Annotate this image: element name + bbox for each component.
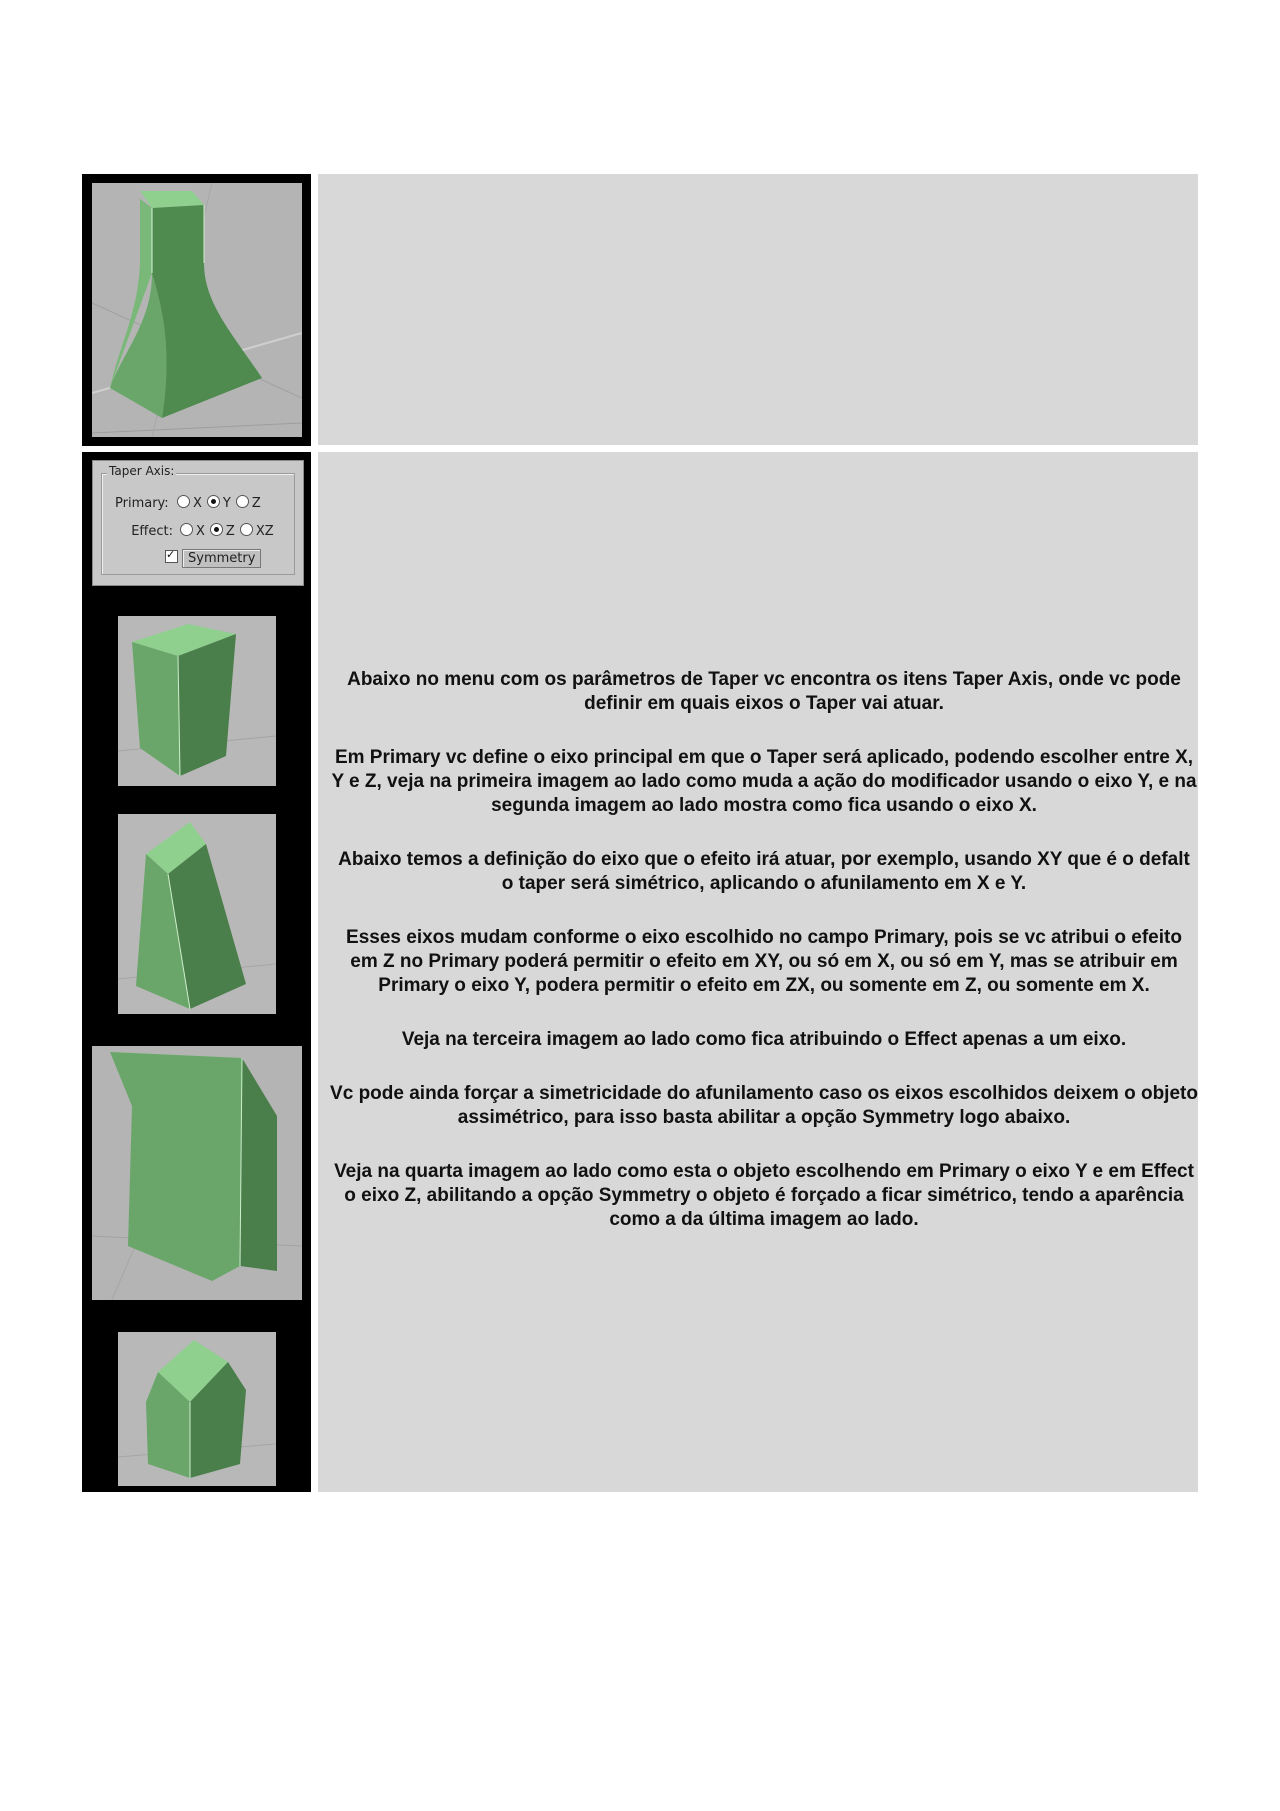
primary-x-radio[interactable]: [177, 495, 190, 508]
primary-x-label: X: [193, 496, 202, 511]
taper-symmetry-image: [118, 1332, 276, 1486]
primary-z-radio[interactable]: [236, 495, 249, 508]
taper-axis-dialog: [92, 460, 304, 586]
paragraph-effect: Abaixo temos a definição do eixo que o efeito irá atuar, por exemplo, usando XY que é o defalt o taper será simétrico, aplicando o afunilamento em X e Y.: [338, 849, 1190, 894]
primary-z-label: Z: [251, 496, 261, 511]
primary-row: [115, 495, 262, 511]
primary-y-label: Y: [222, 496, 231, 511]
taper-axis-title: Taper Axis:: [109, 464, 175, 478]
effect-x-label: X: [196, 524, 205, 539]
effect-z-label: Z: [225, 524, 235, 539]
text-panel-top: [318, 174, 1198, 445]
effect-x-radio[interactable]: [180, 523, 193, 536]
paragraph-symmetry: Vc pode ainda forçar a simetricidade do afunilamento caso os eixos escolhidos deixem o objeto assimétrico, para isso basta abilitar a opção Symmetry logo abaixo.: [330, 1083, 1198, 1128]
taper-wedge-image: [118, 814, 276, 1014]
taper-box-image: [118, 616, 276, 786]
effect-label: Effect:: [131, 524, 173, 539]
taper-vase-image: [92, 183, 302, 437]
paragraph-fourth-image: Veja na quarta imagem ao lado como esta o objeto escolhendo em Primary o eixo Y e em Effect o eixo Z, abilitando a opção Symmetry o objeto é forçado a ficar simétrico, tendo a aparência como a da última imagem ao lado.: [334, 1161, 1194, 1230]
symmetry-checkbox[interactable]: [165, 550, 178, 563]
effect-xz-label: XZ: [255, 524, 274, 539]
effect-row: [115, 523, 275, 539]
paragraph-intro: Abaixo no menu com os parâmetros de Taper vc encontra os itens Taper Axis, onde vc pode definir em quais eixos o Taper vai atuar.: [347, 669, 1181, 714]
primary-label: Primary:: [115, 496, 169, 511]
taper-slab-image: [92, 1046, 302, 1300]
paragraph-axes: Esses eixos mudam conforme o eixo escolhido no campo Primary, pois se vc atribui o efeito em Z no Primary poderá permitir o efeito em XY, ou só em X, ou só em Y, mas se atribuir em Primary o eixo Y, podera permitir o efeito em ZX, ou somente em Z, ou somente em X.: [346, 927, 1182, 996]
paragraph-third-image: Veja na terceira imagem ao lado como fica atribuindo o Effect apenas a um eixo.: [401, 1029, 1127, 1050]
primary-y-radio[interactable]: [207, 495, 220, 508]
effect-z-radio[interactable]: [210, 523, 223, 536]
symmetry-button[interactable]: Symmetry: [182, 549, 261, 568]
effect-xz-radio[interactable]: [240, 523, 253, 536]
paragraph-primary: Em Primary vc define o eixo principal em que o Taper será aplicado, podendo escolher entre X, Y e Z, veja na primeira imagem ao lado como muda a ação do modificador usando o eixo Y, e na segunda imagem ao lado mostra como fica usando o eixo X.: [331, 747, 1197, 816]
symmetry-row: [165, 549, 261, 568]
taper-axis-explanation: [330, 668, 1198, 1262]
